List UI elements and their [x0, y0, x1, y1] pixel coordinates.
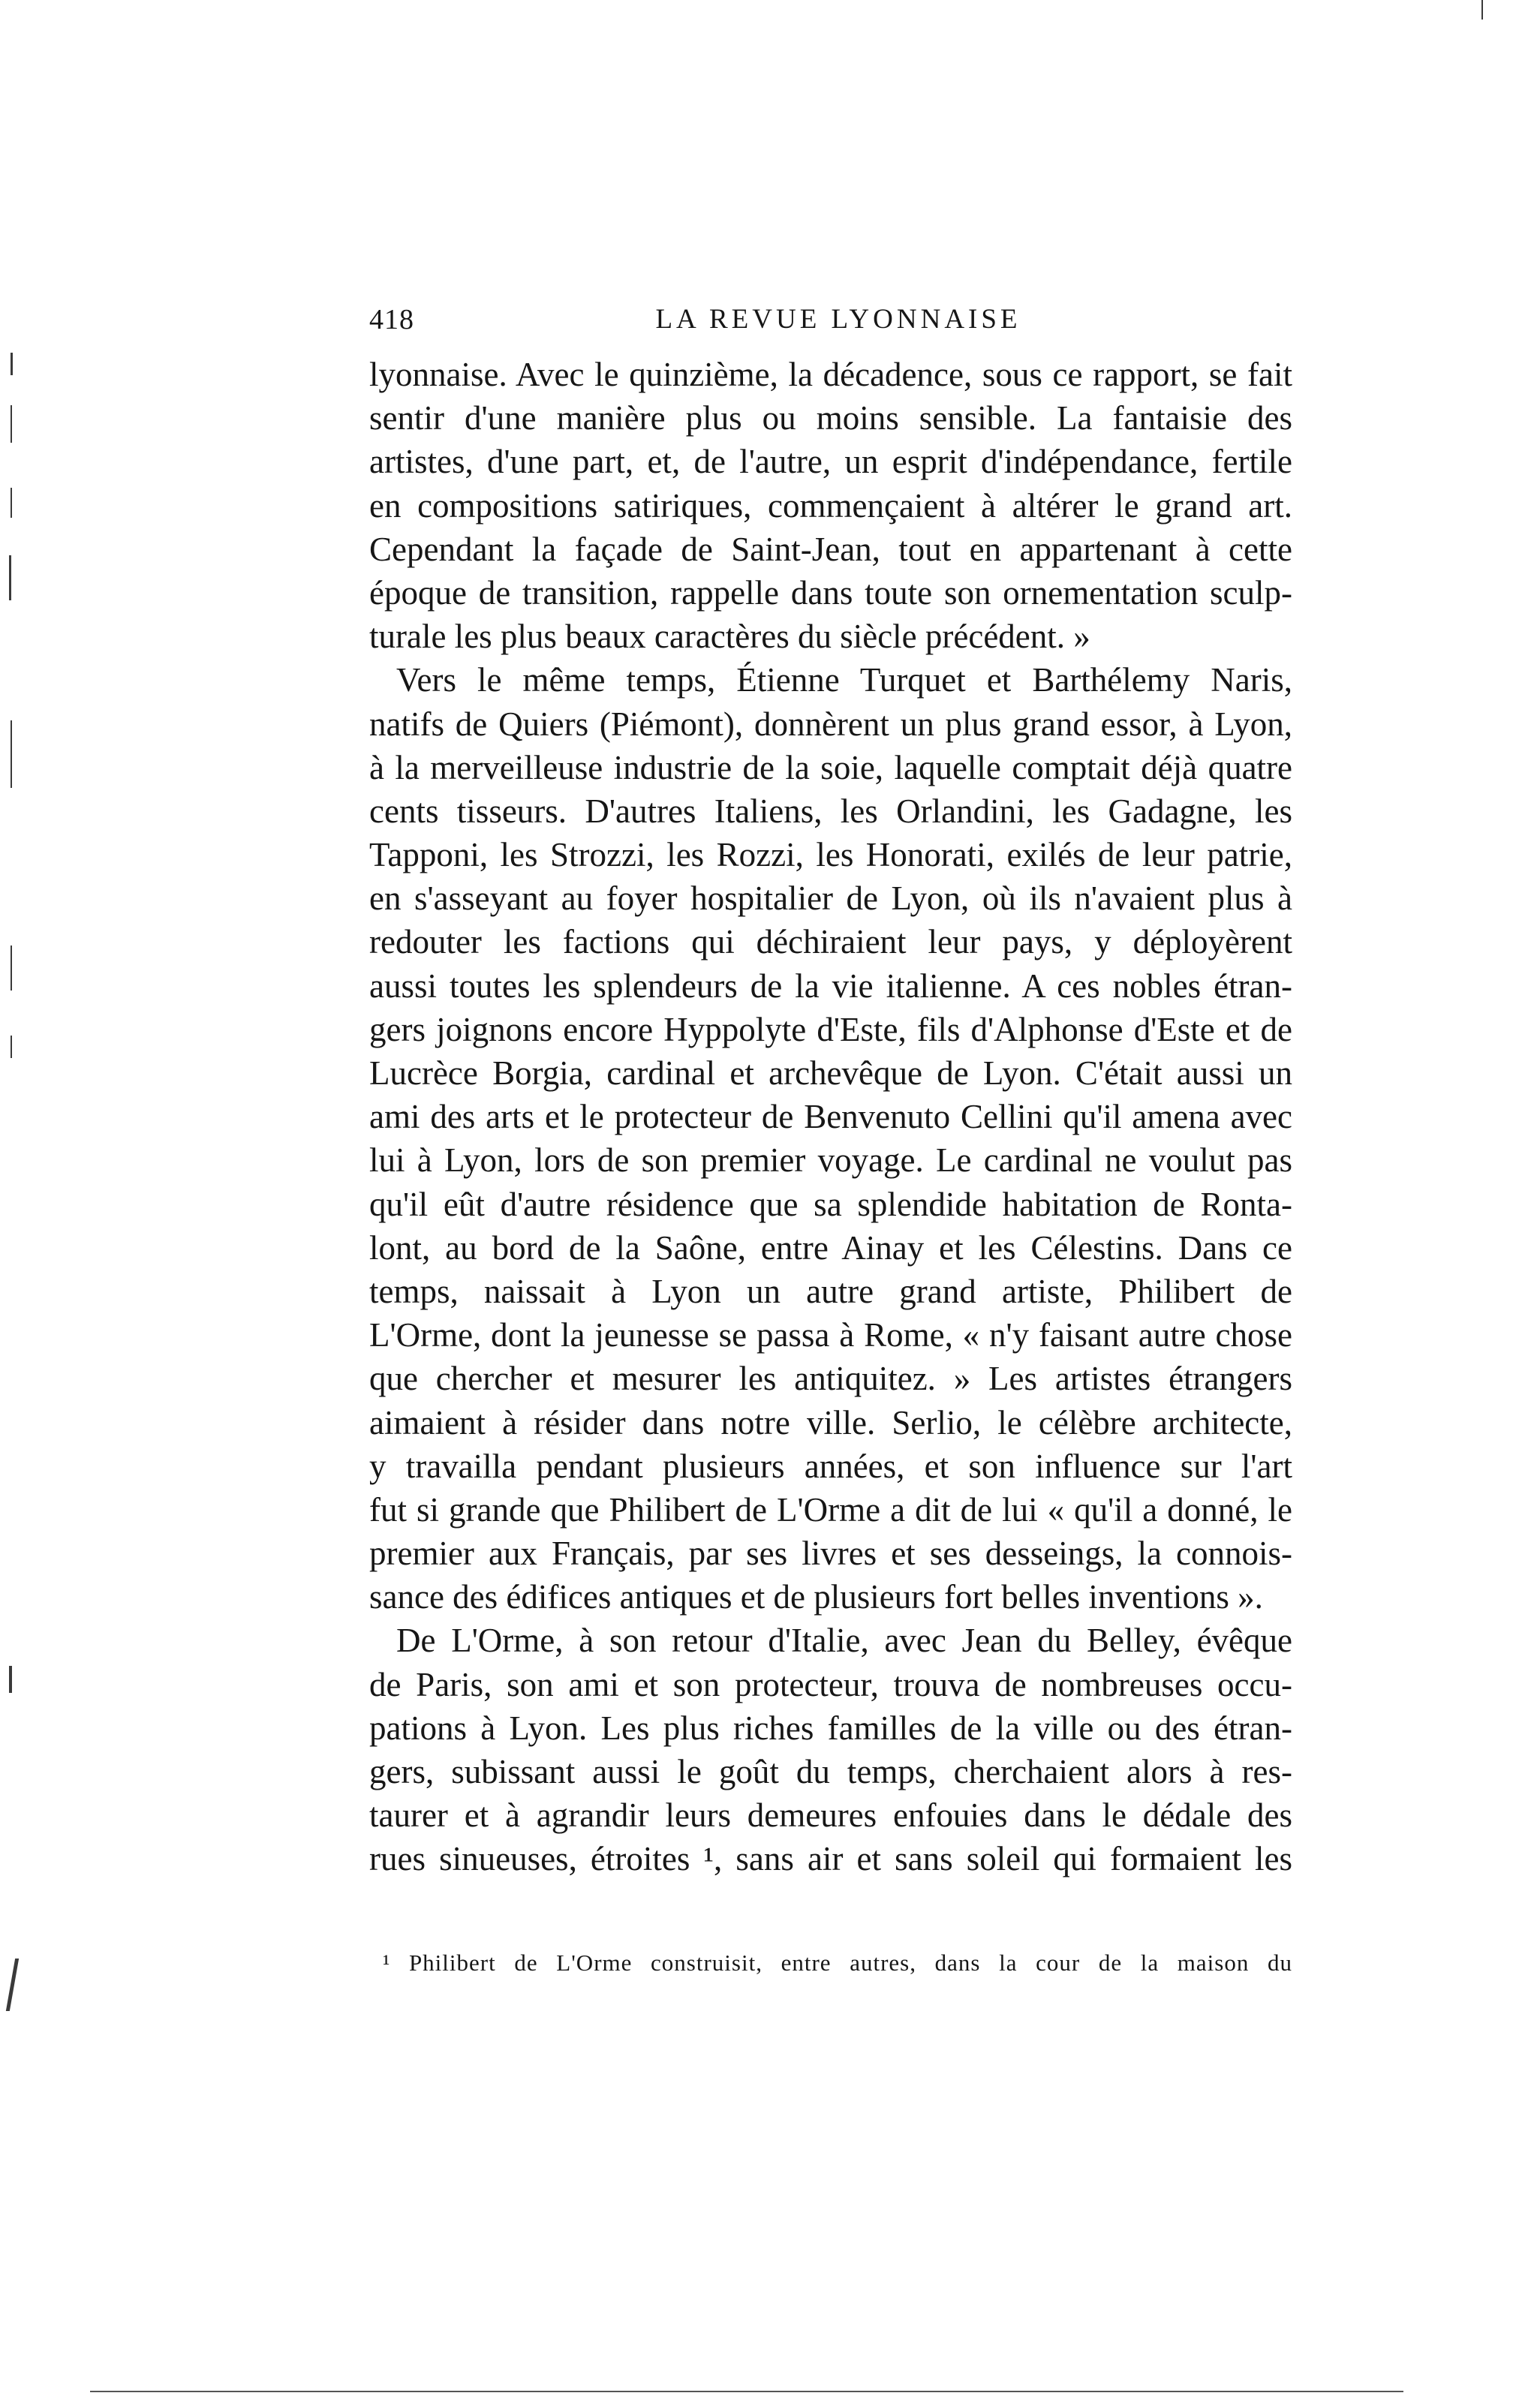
text-line: Vers le même temps, Étienne Turquet et Barthélemy Naris, [396, 661, 1292, 699]
text-line: fut si grande que Philibert de L'Orme a dit de lui « qu'il a donné, le [369, 1490, 1292, 1529]
text-line: Lucrèce Borgia, cardinal et archevêque de Lyon. C'était aussi un [369, 1054, 1292, 1092]
scan-margin-mark [11, 405, 12, 443]
text-line: artistes, d'une part, et, de l'autre, un esprit d'indépendance, fertile [369, 443, 1292, 481]
running-head [369, 299, 1292, 341]
text-line: Cependant la façade de Saint-Jean, tout en appartenant à cette [369, 530, 1292, 568]
text-line: gers, subissant aussi le goût du temps, cherchaient alors à res- [369, 1753, 1292, 1790]
text-line: sentir d'une manière plus ou moins sensible. La fantaisie des [369, 399, 1292, 437]
text-line: aimaient à résider dans notre ville. Serlio, le célèbre architecte, [369, 1403, 1292, 1441]
footnote [383, 1948, 1292, 1978]
text-line: cents tisseurs. D'autres Italiens, les Orlandini, les Gadagne, les [369, 792, 1292, 830]
text-line: ami des arts et le protecteur de Benvenuto Cellini qu'il amena avec [369, 1098, 1292, 1136]
text-line: lui à Lyon, lors de son premier voyage. Le cardinal ne voulut pas [369, 1141, 1292, 1180]
scan-margin-mark [1481, 0, 1483, 20]
text-line: aussi toutes les splendeurs de la vie italienne. A ces nobles étran- [369, 967, 1292, 1005]
scan-margin-mark [6, 1959, 19, 2011]
page-number: 418 [369, 304, 414, 335]
text-line: époque de transition, rappelle dans toute son ornementation sculp- [369, 573, 1292, 612]
text-line: temps, naissait à Lyon un autre grand artiste, Philibert de [369, 1272, 1292, 1310]
text-line: Tapponi, les Strozzi, les Rozzi, les Honorati, exilés de leur patrie, [369, 836, 1292, 874]
text-line: gers joignons encore Hyppolyte d'Este, fils d'Alphonse d'Este et de [369, 1010, 1292, 1048]
text-line: de Paris, son ami et son protecteur, trouva de nombreuses occu- [369, 1665, 1292, 1703]
text-line: en s'asseyant au foyer hospitalier de Lyon, où ils n'avaient plus à [369, 879, 1292, 918]
text-line: natifs de Quiers (Piémont), donnèrent un plus grand essor, à Lyon, [369, 705, 1292, 743]
scan-margin-mark [9, 555, 11, 600]
footnote-text: ¹ Philibert de L'Orme construisit, entre autres, dans la cour de la maison du [383, 1950, 1292, 1976]
text-line: que chercher et mesurer les antiquitez. » Les artistes étrangers [369, 1360, 1292, 1398]
text-line: qu'il eût d'autre résidence que sa splendide habitation de Ronta- [369, 1185, 1292, 1223]
text-line: De L'Orme, à son retour d'Italie, avec Jean du Belley, évêque [396, 1622, 1292, 1660]
text-line: taurer et à agrandir leurs demeures enfouies dans le dédale des [369, 1796, 1292, 1835]
scan-bottom-edge [90, 2391, 1403, 2392]
scan-margin-mark [11, 945, 12, 991]
text-line: en compositions satiriques, commençaient à altérer le grand art. [369, 486, 1292, 525]
text-line: L'Orme, dont la jeunesse se passa à Rome, « n'y faisant autre chose [369, 1316, 1292, 1354]
scan-margin-mark [9, 1666, 12, 1693]
text-line: sance des édifices antiques et de plusieurs fort belles inventions ». [369, 1578, 1263, 1616]
scan-margin-mark [11, 1036, 12, 1058]
text-line: lont, au bord de la Saône, entre Ainay et les Célestins. Dans ce [369, 1228, 1292, 1267]
scan-margin-mark [11, 353, 13, 375]
body-text [369, 353, 1292, 1881]
text-line: lyonnaise. Avec le quinzième, la décadence, sous ce rapport, se fait [369, 356, 1292, 393]
text-line: à la merveilleuse industrie de la soie, laquelle comptait déjà quatre [369, 748, 1292, 786]
scan-margin-mark [11, 488, 12, 518]
text-line: premier aux Français, par ses livres et ses desseings, la connois- [369, 1535, 1292, 1573]
journal-title: LA REVUE LYONNAISE [655, 304, 1021, 335]
text-line: rues sinueuses, étroites ¹, sans air et sans soleil qui formaient les [369, 1840, 1292, 1878]
text-line: pations à Lyon. Les plus riches familles de la ville ou des étran- [369, 1709, 1292, 1747]
text-line: turale les plus beaux caractères du siècle précédent. » [369, 618, 1090, 656]
text-line: redouter les factions qui déchiraient leur pays, y déployèrent [369, 923, 1292, 961]
text-line: y travailla pendant plusieurs années, et son influence sur l'art [369, 1447, 1292, 1485]
scan-margin-mark [11, 720, 12, 788]
